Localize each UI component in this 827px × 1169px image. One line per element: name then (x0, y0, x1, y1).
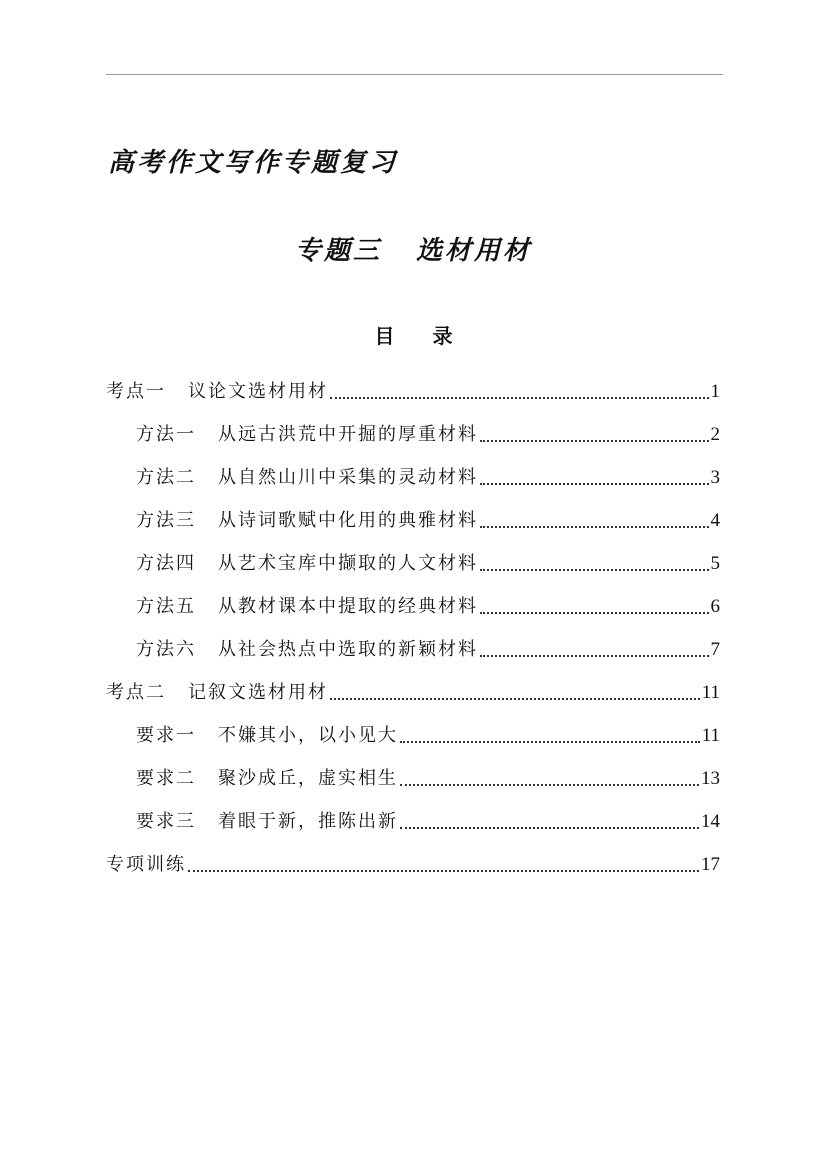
topic-name: 选材用材 (416, 236, 533, 266)
toc-heading-right: 录 (432, 324, 453, 348)
toc-entry-prefix: 方法三 (136, 510, 196, 531)
toc-leader-dots (480, 426, 709, 442)
toc-entry-page: 5 (710, 553, 720, 574)
toc-entry-text: 不嫌其小，以小见大 (218, 725, 398, 746)
toc-entry-page: 11 (701, 682, 720, 703)
toc-entry-label (106, 854, 186, 876)
toc-leader-dots (480, 641, 709, 657)
toc-leader-dots (400, 813, 699, 829)
toc-entry-label (136, 467, 478, 489)
toc-entry-label (136, 596, 478, 618)
toc-entry[interactable] (106, 618, 720, 661)
toc-entry-text: 着眼于新，推陈出新 (218, 811, 398, 832)
toc-entry[interactable] (106, 833, 720, 876)
table-of-contents (106, 360, 720, 876)
toc-entry-prefix: 方法二 (136, 467, 196, 488)
toc-entry-text: 从社会热点中选取的新颖材料 (218, 639, 478, 660)
header-rule (106, 74, 723, 75)
toc-entry-text: 从远古洪荒中开掘的厚重材料 (218, 424, 478, 445)
toc-entry-text: 聚沙成丘，虚实相生 (218, 768, 398, 789)
toc-leader-dots (330, 684, 700, 700)
toc-entry-page: 17 (701, 854, 720, 875)
toc-entry-page: 4 (710, 510, 720, 531)
toc-heading (0, 320, 827, 349)
toc-entry-label (136, 424, 478, 446)
toc-entry-text: 从自然山川中采集的灵动材料 (218, 467, 478, 488)
toc-entry[interactable] (106, 532, 720, 575)
topic-title (0, 230, 827, 267)
toc-entry-prefix: 方法五 (136, 596, 196, 617)
toc-entry-label (136, 639, 478, 661)
toc-entry-page: 11 (701, 725, 720, 746)
toc-entry-label (136, 553, 478, 575)
toc-entry[interactable] (106, 489, 720, 532)
toc-entry-label (106, 381, 328, 403)
toc-entry-text: 记叙文选材用材 (188, 682, 328, 703)
toc-entry-prefix: 要求一 (136, 725, 196, 746)
toc-entry-label (136, 768, 398, 790)
toc-entry-label (136, 811, 398, 833)
toc-leader-dots (480, 469, 709, 485)
toc-leader-dots (480, 598, 709, 614)
toc-entry-label (106, 682, 328, 704)
topic-prefix: 专题三 (294, 236, 382, 266)
toc-entry-page: 14 (701, 811, 720, 832)
toc-entry-prefix: 考点一 (106, 381, 166, 402)
toc-entry-prefix: 方法一 (136, 424, 196, 445)
toc-leader-dots (480, 512, 709, 528)
toc-entry-page: 2 (710, 424, 720, 445)
toc-entry-prefix: 方法四 (136, 553, 196, 574)
toc-leader-dots (480, 555, 709, 571)
toc-entry-text: 议论文选材用材 (188, 381, 328, 402)
toc-entry-text: 专项训练 (106, 854, 186, 875)
toc-entry-text: 从教材课本中提取的经典材料 (218, 596, 478, 617)
toc-entry[interactable] (106, 747, 720, 790)
toc-entry-page: 6 (710, 596, 720, 617)
toc-entry-text: 从艺术宝库中撷取的人文材料 (218, 553, 478, 574)
toc-entry-page: 1 (710, 381, 720, 402)
toc-entry[interactable] (106, 446, 720, 489)
toc-entry-prefix: 要求二 (136, 768, 196, 789)
toc-entry-prefix: 要求三 (136, 811, 196, 832)
toc-entry-page: 13 (701, 768, 720, 789)
toc-entry-label (136, 725, 398, 747)
toc-entry[interactable] (106, 575, 720, 618)
toc-entry[interactable] (106, 661, 720, 704)
toc-entry-label (136, 510, 478, 532)
toc-entry-prefix: 方法六 (136, 639, 196, 660)
toc-leader-dots (400, 727, 700, 743)
document-title: 高考作文写作专题复习 (108, 148, 399, 178)
toc-leader-dots (188, 856, 699, 872)
toc-entry-text: 从诗词歌赋中化用的典雅材料 (218, 510, 478, 531)
toc-entry[interactable] (106, 704, 720, 747)
toc-leader-dots (330, 383, 709, 399)
toc-entry[interactable] (106, 360, 720, 403)
toc-entry-page: 7 (710, 639, 720, 660)
toc-entry-page: 3 (710, 467, 720, 488)
toc-entry[interactable] (106, 790, 720, 833)
toc-leader-dots (400, 770, 699, 786)
toc-entry-prefix: 考点二 (106, 682, 166, 703)
toc-entry[interactable] (106, 403, 720, 446)
toc-heading-left: 目 (374, 324, 395, 348)
